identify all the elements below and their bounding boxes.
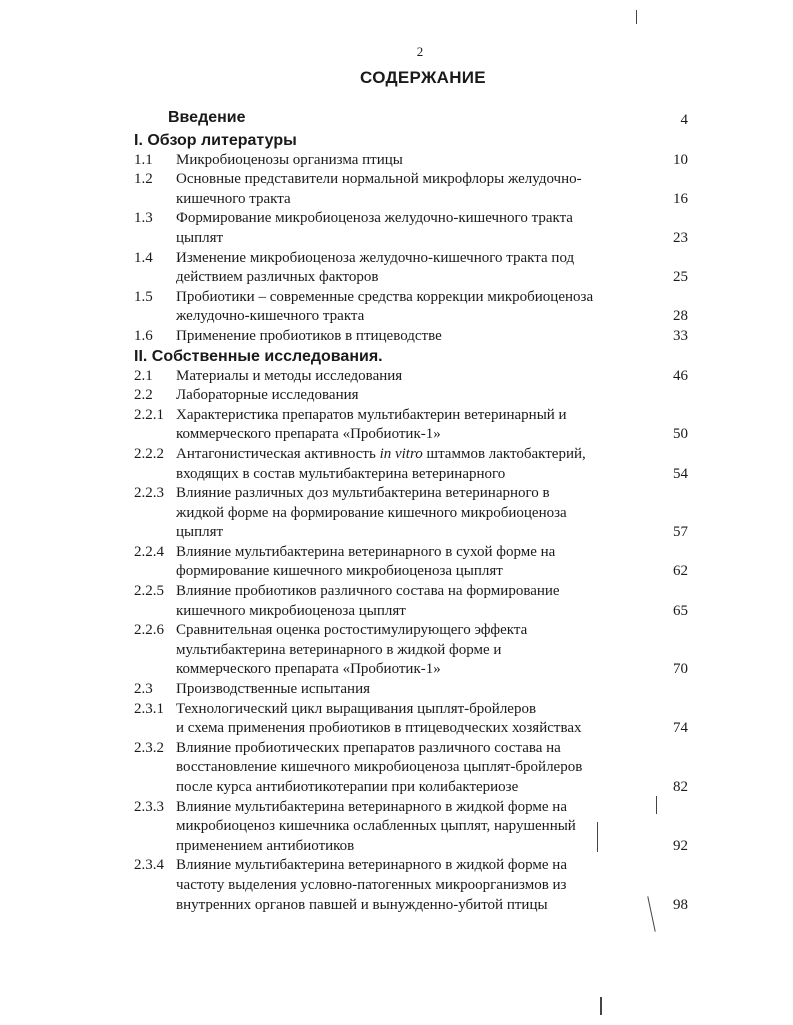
toc-entry [134, 151, 694, 171]
toc-entry-line: и схема применения пробиотиков в птицеводческих хозяйствах [176, 720, 582, 737]
toc-entry [134, 700, 694, 739]
toc-entry-line: действием различных факторов [176, 269, 379, 286]
toc-entry-line: Антагонистическая активность in vitro штаммов лактобактерий, [176, 445, 586, 462]
toc-entry-line: Формирование микробиоценоза желудочно-кишечного тракта [176, 210, 573, 227]
toc-entry-line: мультибактерина ветеринарного в жидкой форме и [176, 641, 502, 658]
toc-entry-line: Лабораторные исследования [176, 387, 359, 404]
toc-entry [134, 582, 694, 621]
toc-entry-line: цыплят [176, 229, 224, 246]
scan-mark [636, 10, 637, 24]
scan-mark [656, 796, 657, 814]
toc-entry-number: 1.6 [134, 327, 153, 344]
toc-entry-number: 2.2.1 [134, 406, 164, 423]
toc-entry-line: Изменение микробиоценоза желудочно-кишечного тракта под [176, 249, 575, 266]
toc-entry-line: цыплят [176, 524, 224, 541]
page-number: 2 [416, 44, 424, 59]
toc-entry-number: 2.2.3 [134, 485, 164, 502]
toc-entry-line: коммерческого препарата «Пробиотик-1» [176, 426, 441, 443]
scan-mark [597, 822, 598, 852]
toc-entry [134, 445, 694, 484]
toc-entry [134, 209, 694, 248]
toc-entry-line: Влияние мультибактерина ветеринарного в жидкой форме на [176, 798, 567, 815]
toc-entry-number: 2.2 [134, 387, 153, 404]
toc-entry [134, 621, 694, 680]
toc-entry-line: Влияние пробиотических препаратов различного состава на [176, 739, 561, 756]
toc-entry-line: микробиоценоз кишечника ослабленных цыплят, нарушенный [176, 818, 576, 835]
toc-page-number: 57 [673, 524, 688, 541]
toc-page-number: 54 [673, 465, 688, 482]
toc-entry [134, 739, 694, 798]
toc-entry-line: Микробиоценозы организма птицы [176, 151, 403, 168]
toc-entry-number: 1.1 [134, 151, 153, 168]
toc-page-number: 23 [673, 229, 688, 246]
toc-page-number: 25 [673, 269, 688, 286]
toc-entry-line: входящих в состав мультибактерина ветеринарного [176, 465, 506, 482]
toc-entry-number: 2.1 [134, 367, 153, 384]
toc-entry-line: Основные представители нормальной микрофлоры желудочно- [176, 171, 582, 188]
toc-entry-line: кишечного микробиоценоза цыплят [176, 602, 406, 619]
toc-entry-line: Сравнительная оценка ростостимулирующего эффекта [176, 622, 528, 639]
toc-entry [134, 680, 694, 700]
toc-page-number: 62 [673, 563, 688, 580]
toc-entry [134, 406, 694, 445]
toc-entry-line: внутренних органов павшей и вынужденно-убитой птицы [176, 896, 548, 913]
toc-entry-number: 2.3.3 [134, 798, 164, 815]
toc-page-number: 10 [673, 151, 688, 168]
toc-entry-line: Технологический цикл выращивания цыплят-бройлеров [176, 700, 537, 717]
toc-page-number: 70 [673, 661, 688, 678]
toc-page-number: 28 [673, 308, 688, 325]
toc-entry [134, 367, 694, 387]
table-of-contents [134, 108, 694, 915]
toc-entry-line: Влияние мультибактерина ветеринарного в жидкой форме на [176, 857, 567, 874]
toc-entry-line: Характеристика препаратов мультибактерин ветеринарный и [176, 406, 567, 423]
toc-entry-line: Применение пробиотиков в птицеводстве [176, 327, 442, 344]
toc-entry-number: 2.2.4 [134, 543, 164, 560]
toc-entry-intro [134, 108, 694, 131]
toc-entry-line: восстановление кишечного микробиоценоза цыплят-бройлеров [176, 759, 583, 776]
toc-entry-number: 2.2.6 [134, 622, 164, 639]
page-title: СОДЕРЖАНИЕ [360, 68, 486, 87]
toc-entry-text: Введение [168, 109, 246, 126]
toc-entry-number: 2.3.2 [134, 739, 164, 756]
toc-entry-number: 1.5 [134, 288, 153, 305]
scan-mark [600, 997, 602, 1015]
toc-entry-line: желудочно-кишечного тракта [176, 308, 365, 325]
toc-page-number: 98 [673, 896, 688, 913]
toc-entry-number: 2.3.1 [134, 700, 164, 717]
toc-entry-line: применением антибиотиков [176, 837, 355, 854]
toc-entry-line: Пробиотики – современные средства коррекции микробиоценоза [176, 288, 594, 305]
toc-entry-number: 2.3 [134, 681, 153, 698]
toc-page-number: 33 [673, 327, 688, 344]
toc-entry-line: после курса антибиотикотерапии при колибактериозе [176, 779, 519, 795]
toc-entry [134, 288, 694, 327]
toc-entry-line: кишечного тракта [176, 190, 291, 207]
toc-entry-number: 1.2 [134, 171, 153, 188]
toc-entry [134, 327, 694, 347]
toc-page-number: 50 [673, 426, 688, 443]
toc-entry [134, 484, 694, 543]
toc-entry [134, 249, 694, 288]
toc-page-number: 92 [673, 837, 688, 854]
toc-page-number: 46 [673, 367, 688, 384]
toc-entry-line: Влияние мультибактерина ветеринарного в сухой форме на [176, 543, 556, 560]
toc-entry-number: 2.3.4 [134, 857, 164, 874]
toc-section-heading: II. Собственные исследования. [134, 347, 383, 365]
toc-page-number: 4 [680, 112, 688, 128]
toc-entry [134, 386, 694, 406]
toc-entry-line: частоту выделения условно-патогенных микроорганизмов из [176, 876, 567, 893]
toc-entry-line: формирование кишечного микробиоценоза цыплят [176, 563, 503, 580]
toc-entry-number: 2.2.5 [134, 583, 164, 600]
toc-entry-line: Материалы и методы исследования [176, 367, 403, 384]
toc-entry-line: коммерческого препарата «Пробиотик-1» [176, 661, 441, 678]
toc-entry-number: 1.4 [134, 249, 153, 266]
toc-entry-line: Влияние различных доз мультибактерина ветеринарного в [176, 485, 550, 502]
toc-entry [134, 543, 694, 582]
toc-page-number: 74 [673, 720, 688, 737]
toc-page-number: 65 [673, 602, 688, 619]
toc-entry-number: 2.2.2 [134, 445, 164, 462]
toc-section-heading: I. Обзор литературы [134, 131, 297, 149]
toc-entry [134, 798, 694, 857]
toc-entry-line: жидкой форме на формирование кишечного микробиоценоза [176, 504, 567, 521]
toc-entry-line: Влияние пробиотиков различного состава на формирование [176, 583, 560, 600]
toc-page-number: 16 [673, 190, 688, 207]
toc-entry [134, 170, 694, 209]
toc-entry-number: 1.3 [134, 210, 153, 227]
toc-page-number: 82 [673, 779, 688, 795]
toc-entry-line: Производственные испытания [176, 681, 371, 698]
toc-entry [134, 856, 694, 915]
